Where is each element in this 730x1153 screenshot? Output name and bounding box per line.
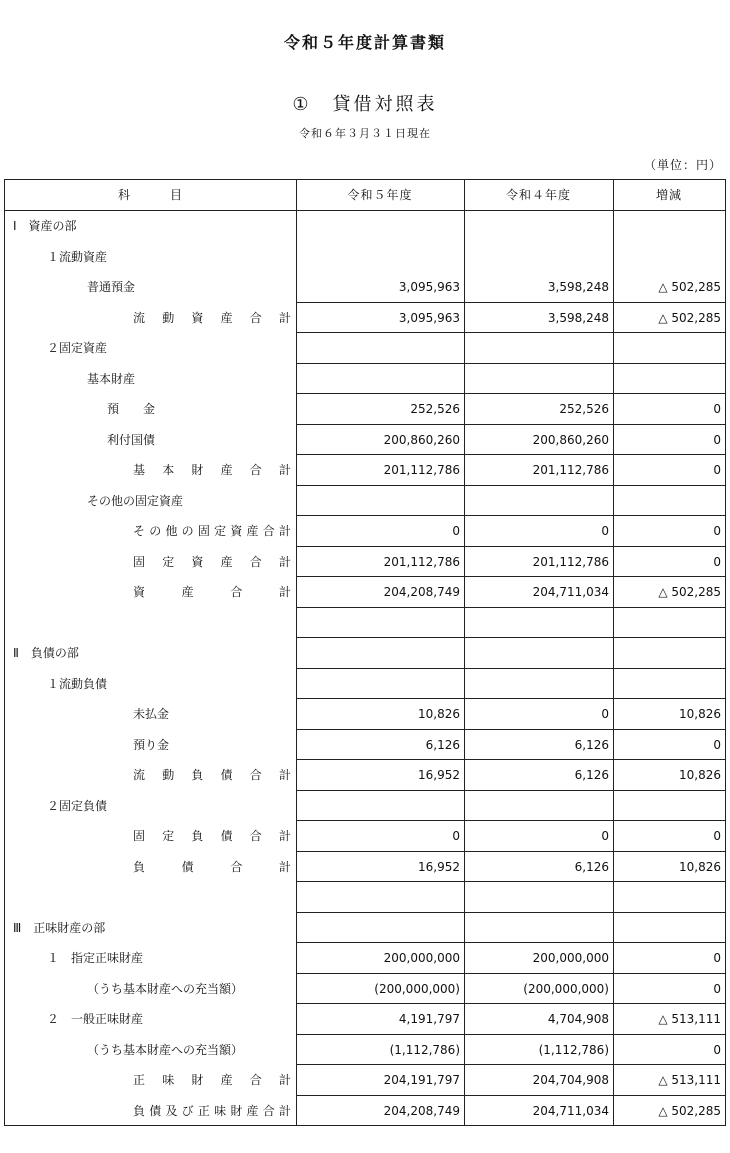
current-year-value: [296, 486, 464, 517]
current-year-value: 201,112,786: [383, 554, 460, 569]
previous-year-value: [464, 913, 613, 944]
row-label: 流動資産合計: [133, 310, 291, 325]
previous-year-value: 0: [601, 829, 609, 843]
table-row: [5, 211, 725, 242]
change-value: △ 502,285: [658, 1103, 721, 1118]
row-label: １ 指定正味財産: [47, 951, 144, 965]
current-year-value: 200,000,000: [383, 951, 460, 965]
table-row: [5, 303, 725, 334]
current-year-value: [296, 333, 464, 364]
change-value: 10,826: [679, 859, 721, 874]
previous-year-value: 3,598,248: [547, 280, 609, 294]
change-value: [613, 486, 725, 517]
previous-year-value: 0: [601, 707, 609, 721]
current-year-value: [296, 913, 464, 944]
current-year-value: [296, 882, 464, 913]
header-previous-year: 令和４年度: [505, 188, 571, 202]
change-value: 0: [713, 981, 721, 996]
table-row: [5, 943, 725, 974]
as-of-date: 令和６年３月３１日現在: [299, 127, 431, 140]
current-year-value: [296, 669, 464, 700]
row-label: 流動負債合計: [133, 768, 291, 782]
change-value: 0: [713, 554, 721, 569]
table-row: [5, 577, 725, 608]
change-value: [613, 882, 725, 913]
table-row: [5, 638, 725, 669]
previous-year-value: 6,126: [574, 768, 609, 782]
change-value: [613, 791, 725, 822]
previous-year-value: [464, 882, 613, 913]
previous-year-value: 201,112,786: [532, 463, 609, 477]
current-year-value: 0: [452, 829, 460, 843]
change-value: [613, 333, 725, 364]
previous-year-value: [464, 486, 613, 517]
previous-year-value: [464, 608, 613, 639]
row-label: その他の固定資産合計: [133, 524, 291, 538]
table-row: [5, 730, 725, 761]
table-row: [5, 699, 725, 730]
previous-year-value: [464, 669, 613, 700]
previous-year-value: 252,526: [559, 402, 609, 416]
previous-year-value: 204,711,034: [532, 585, 609, 599]
row-label: Ⅱ 負債の部: [13, 646, 79, 660]
previous-year-value: 204,711,034: [532, 1103, 609, 1118]
current-year-value: 4,191,797: [398, 1012, 460, 1026]
previous-year-value: 200,000,000: [532, 951, 609, 965]
previous-year-value: 200,860,260: [532, 432, 609, 447]
table-row: [5, 394, 725, 425]
previous-year-value: (1,112,786): [538, 1042, 609, 1057]
row-label: Ⅰ 資産の部: [13, 219, 77, 233]
current-year-value: 6,126: [425, 737, 460, 752]
change-value: 0: [713, 402, 721, 416]
change-value: [613, 608, 725, 639]
change-value: 10,826: [679, 768, 721, 782]
previous-year-value: 3,598,248: [547, 310, 609, 325]
current-year-value: [296, 791, 464, 822]
current-year-value: 204,208,749: [383, 585, 460, 599]
current-year-value: 204,191,797: [383, 1073, 460, 1087]
previous-year-value: 0: [601, 524, 609, 538]
row-label: 負債及び正味財産合計: [133, 1103, 291, 1118]
change-value: [613, 211, 725, 242]
table-row: [5, 669, 725, 700]
header-current-year: 令和５年度: [347, 188, 413, 202]
table-row: [5, 1004, 725, 1035]
table-row: [5, 760, 725, 791]
row-label: 負債合計: [133, 859, 291, 874]
table-row: [5, 516, 725, 547]
change-value: △ 502,285: [658, 585, 721, 599]
table-row: [5, 1065, 725, 1096]
row-label: 固定負債合計: [133, 829, 291, 843]
current-year-value: [296, 638, 464, 669]
table-row: [5, 974, 725, 1005]
change-value: 0: [713, 463, 721, 477]
current-year-value: 10,826: [418, 707, 460, 721]
row-label: 普通預金: [87, 280, 136, 294]
table-row: [5, 364, 725, 395]
change-value: △ 502,285: [658, 310, 721, 325]
previous-year-value: (200,000,000): [523, 981, 609, 996]
balance-sheet-table: [4, 179, 726, 1126]
row-label: 預 金: [107, 402, 156, 416]
change-value: △ 513,111: [658, 1012, 721, 1026]
change-value: [613, 242, 725, 273]
current-year-value: 3,095,963: [398, 280, 460, 294]
change-value: 0: [713, 829, 721, 843]
change-value: 0: [713, 737, 721, 752]
table-row: [5, 1096, 725, 1127]
row-label: Ⅲ 正味財産の部: [13, 920, 106, 935]
table-row: [5, 455, 725, 486]
current-year-value: 201,112,786: [383, 463, 460, 477]
row-label: （うち基本財産への充当額）: [87, 981, 244, 996]
table-row: [5, 608, 725, 639]
table-row: [5, 1035, 725, 1066]
change-value: 0: [713, 951, 721, 965]
current-year-value: 0: [452, 524, 460, 538]
table-row: [5, 333, 725, 364]
row-label: 預り金: [133, 737, 170, 752]
table-row: [5, 852, 725, 883]
row-label: １流動資産: [47, 249, 108, 264]
header-account: 科 目: [117, 188, 183, 202]
row-label: 正味財産合計: [133, 1073, 291, 1087]
row-label: （うち基本財産への充当額）: [87, 1042, 244, 1057]
previous-year-value: [464, 242, 613, 273]
row-label: １流動負債: [47, 676, 108, 691]
change-value: 0: [713, 432, 721, 447]
change-value: [613, 669, 725, 700]
row-label: ２ 一般正味財産: [47, 1012, 144, 1026]
change-value: 10,826: [679, 707, 721, 721]
row-label: 利付国債: [107, 432, 156, 447]
previous-year-value: 204,704,908: [532, 1073, 609, 1087]
current-year-value: (1,112,786): [389, 1042, 460, 1057]
previous-year-value: [464, 211, 613, 242]
current-year-value: [296, 364, 464, 395]
row-label: 基本財産合計: [133, 463, 291, 477]
table-row: [5, 547, 725, 578]
change-value: △ 513,111: [658, 1073, 721, 1087]
current-year-value: 16,952: [418, 768, 460, 782]
previous-year-value: [464, 638, 613, 669]
table-row: [5, 425, 725, 456]
row-label: 未払金: [133, 707, 170, 721]
change-value: 0: [713, 524, 721, 538]
change-value: [613, 638, 725, 669]
current-year-value: (200,000,000): [374, 981, 460, 996]
change-value: 0: [713, 1042, 721, 1057]
current-year-value: 3,095,963: [398, 310, 460, 325]
row-rule: [296, 1125, 725, 1126]
current-year-value: 16,952: [418, 859, 460, 874]
current-year-value: 204,208,749: [383, 1103, 460, 1118]
table-row: [5, 821, 725, 852]
row-label: ２固定負債: [47, 798, 108, 813]
row-label: ２固定資産: [47, 341, 108, 355]
change-value: △ 502,285: [658, 280, 721, 294]
previous-year-value: [464, 364, 613, 395]
previous-year-value: [464, 791, 613, 822]
current-year-value: [296, 608, 464, 639]
change-value: [613, 364, 725, 395]
current-year-value: 252,526: [410, 402, 460, 416]
table-row: [5, 913, 725, 944]
row-label: 基本財産: [87, 371, 136, 386]
current-year-value: 200,860,260: [383, 432, 460, 447]
header-change: 増減: [655, 188, 682, 202]
table-row: [5, 242, 725, 273]
previous-year-value: 6,126: [574, 859, 609, 874]
current-year-value: [296, 242, 464, 273]
section-title: ① 貸借対照表: [292, 94, 438, 115]
change-value: [613, 913, 725, 944]
previous-year-value: 4,704,908: [547, 1012, 609, 1026]
previous-year-value: [464, 333, 613, 364]
row-label: 資産合計: [133, 585, 291, 599]
unit-note: （単位：円）: [643, 158, 722, 172]
previous-year-value: 201,112,786: [532, 554, 609, 569]
table-row: [5, 882, 725, 913]
previous-year-value: 6,126: [574, 737, 609, 752]
table-row: [5, 272, 725, 303]
table-row: [5, 791, 725, 822]
current-year-value: [296, 211, 464, 242]
table-row: [5, 486, 725, 517]
row-label: その他の固定資産: [87, 493, 184, 508]
document-heading: 令和５年度計算書類: [283, 33, 446, 52]
row-label: 固定資産合計: [133, 554, 291, 569]
